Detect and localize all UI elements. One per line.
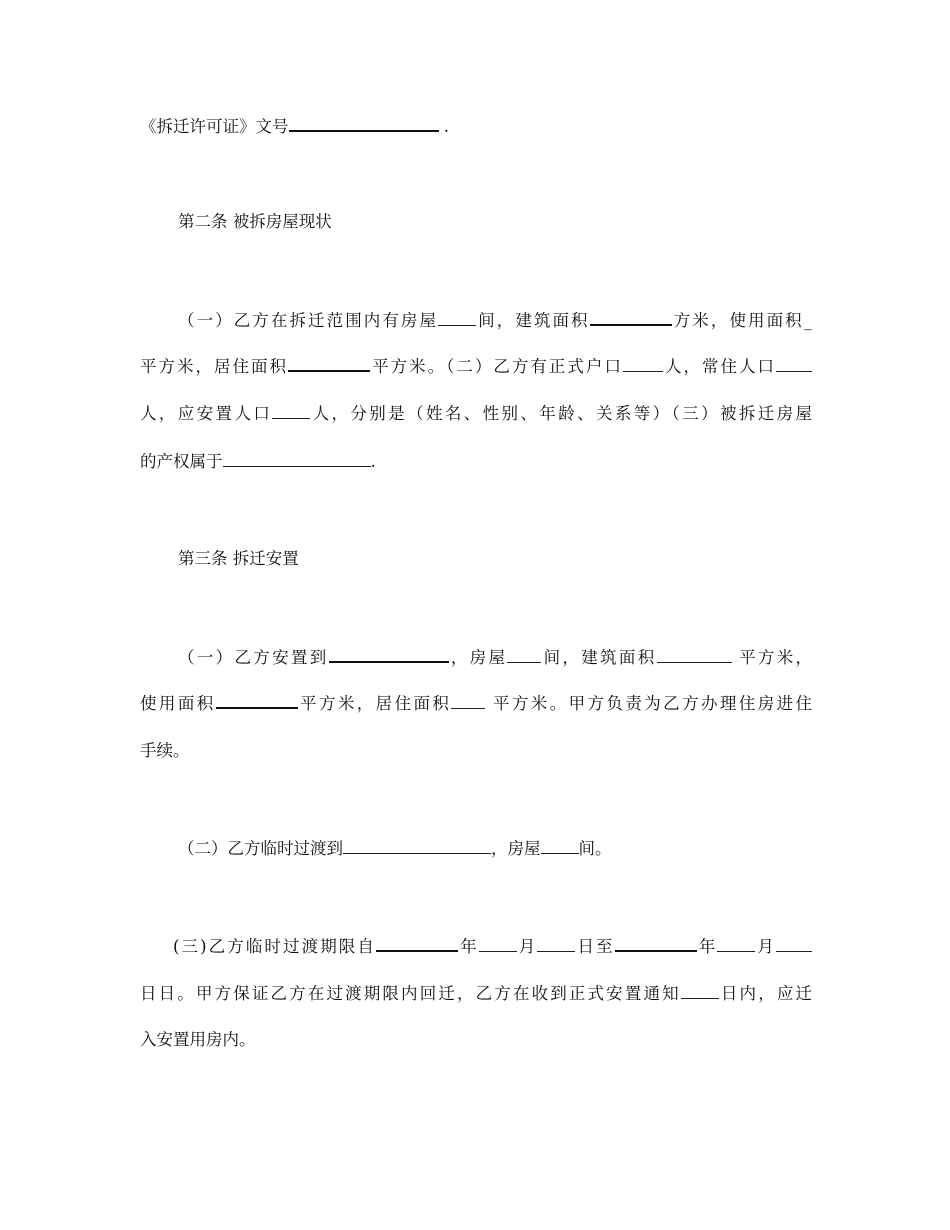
a3-p3-l2-text-b: 日内，应迁 bbox=[718, 984, 813, 1003]
article-3-p2 bbox=[140, 838, 812, 860]
notice-days-blank bbox=[681, 983, 719, 999]
a2-l3-text-b: 人，分别是（姓名、性别、年龄、关系等）（三）被拆迁房屋 bbox=[310, 404, 813, 423]
a2-l1-text-b: 间，建筑面积 bbox=[476, 311, 590, 330]
article-3-p3-line-1 bbox=[140, 935, 812, 958]
a3-p1-l2-text-a: 使用面积 bbox=[140, 694, 216, 713]
a3-p2-text-a: （二）乙方临时过渡到 bbox=[178, 839, 343, 858]
article-3-heading bbox=[178, 548, 850, 570]
article-2-line-3 bbox=[140, 403, 812, 425]
registered-persons-blank bbox=[623, 356, 663, 372]
ownership-blank bbox=[223, 451, 371, 467]
a2-l2-text-c: 人，常住人口 bbox=[662, 357, 777, 376]
a2-l3-text-a: 人，应安置人口 bbox=[140, 404, 273, 423]
resettle-location-blank bbox=[329, 646, 449, 663]
a3-p2-text-b: ，房屋 bbox=[491, 839, 541, 858]
a2-l1-text-d: _ bbox=[803, 311, 813, 330]
article-3-p3-line-3 bbox=[140, 1029, 812, 1051]
a3-p3-l1-text-d: 日至 bbox=[575, 937, 615, 956]
article-3-p1-line-3 bbox=[140, 740, 812, 762]
a3-p1-l2-text-c: 平方米。甲方负责为乙方办理住房进住 bbox=[485, 694, 813, 713]
permit-number-label: 《拆迁许可证》文号 bbox=[140, 117, 289, 136]
a3-p3-l1-text-b: 年 bbox=[457, 937, 479, 956]
a3-p1-l1-text-d: 平方米， bbox=[731, 648, 813, 667]
resident-persons-blank bbox=[776, 356, 812, 372]
resettle-building-area-blank bbox=[657, 647, 732, 663]
a3-p3-l1-text-e: 年 bbox=[696, 937, 718, 956]
a2-l2-text-a: 平方米，居住面积 bbox=[140, 357, 289, 376]
a2-l1-text-a: （一）乙方在拆迁范围内有房屋 bbox=[178, 311, 439, 330]
article-3-p1-line-1 bbox=[140, 646, 812, 669]
a3-p1-l1-text-b: ，房屋 bbox=[448, 648, 508, 667]
resettle-rooms-blank bbox=[507, 647, 541, 663]
a2-l2-text-b: 平方米。（二）乙方有正式户口 bbox=[370, 357, 623, 376]
resettle-persons-blank bbox=[272, 403, 310, 419]
start-day-blank bbox=[537, 936, 575, 952]
transition-location-blank bbox=[343, 838, 491, 854]
article-2-heading-text: 第二条 被拆房屋现状 bbox=[178, 212, 332, 231]
a3-p3-l3-text: 入安置用房内。 bbox=[140, 1030, 256, 1049]
article-2-line-1 bbox=[140, 309, 812, 332]
resettle-use-area-blank bbox=[216, 692, 298, 709]
transition-rooms-blank bbox=[541, 838, 579, 854]
permit-number-line bbox=[140, 115, 812, 138]
a3-p1-l3-text: 手续。 bbox=[140, 741, 190, 760]
permit-number-end: . bbox=[438, 117, 449, 136]
a3-p3-l1-text-f: 月 bbox=[755, 937, 777, 956]
rooms-count-blank bbox=[438, 310, 476, 326]
a3-p1-l1-text-a: （一）乙方安置到 bbox=[178, 648, 329, 667]
a2-l4-text-a: 的产权属于 bbox=[140, 452, 223, 471]
start-year-blank bbox=[376, 935, 458, 952]
end-day-blank bbox=[776, 936, 812, 952]
a3-p2-text-c: 间。 bbox=[578, 839, 612, 858]
building-area-blank bbox=[590, 309, 672, 326]
a3-p1-l2-text-b: 平方米，居住面积 bbox=[297, 694, 452, 713]
start-month-blank bbox=[479, 936, 517, 952]
article-2-line-4 bbox=[140, 451, 812, 473]
living-area-blank bbox=[288, 355, 370, 372]
permit-number-blank bbox=[289, 115, 439, 132]
article-3-p3-line-2 bbox=[140, 983, 812, 1005]
a3-p1-l1-text-c: 间，建筑面积 bbox=[541, 648, 657, 667]
a2-l1-text-c: 方米，使用面积 bbox=[671, 311, 804, 330]
end-month-blank bbox=[717, 936, 755, 952]
end-year-blank bbox=[615, 935, 697, 952]
article-3-heading-text: 第三条 拆迁安置 bbox=[178, 549, 299, 568]
a3-p3-l1-text-a: (三)乙方临时过渡期限自 bbox=[173, 937, 376, 956]
article-2-line-2 bbox=[140, 355, 812, 378]
a3-p3-l2-text-a: 日日。甲方保证乙方在过渡期限内回迁，乙方在收到正式安置通知 bbox=[140, 984, 681, 1003]
a2-l4-text-b: . bbox=[370, 452, 376, 471]
a3-p3-l1-text-c: 月 bbox=[516, 937, 538, 956]
resettle-living-area-blank bbox=[451, 693, 485, 709]
article-2-heading bbox=[178, 211, 850, 233]
article-3-p1-line-2 bbox=[140, 692, 812, 715]
